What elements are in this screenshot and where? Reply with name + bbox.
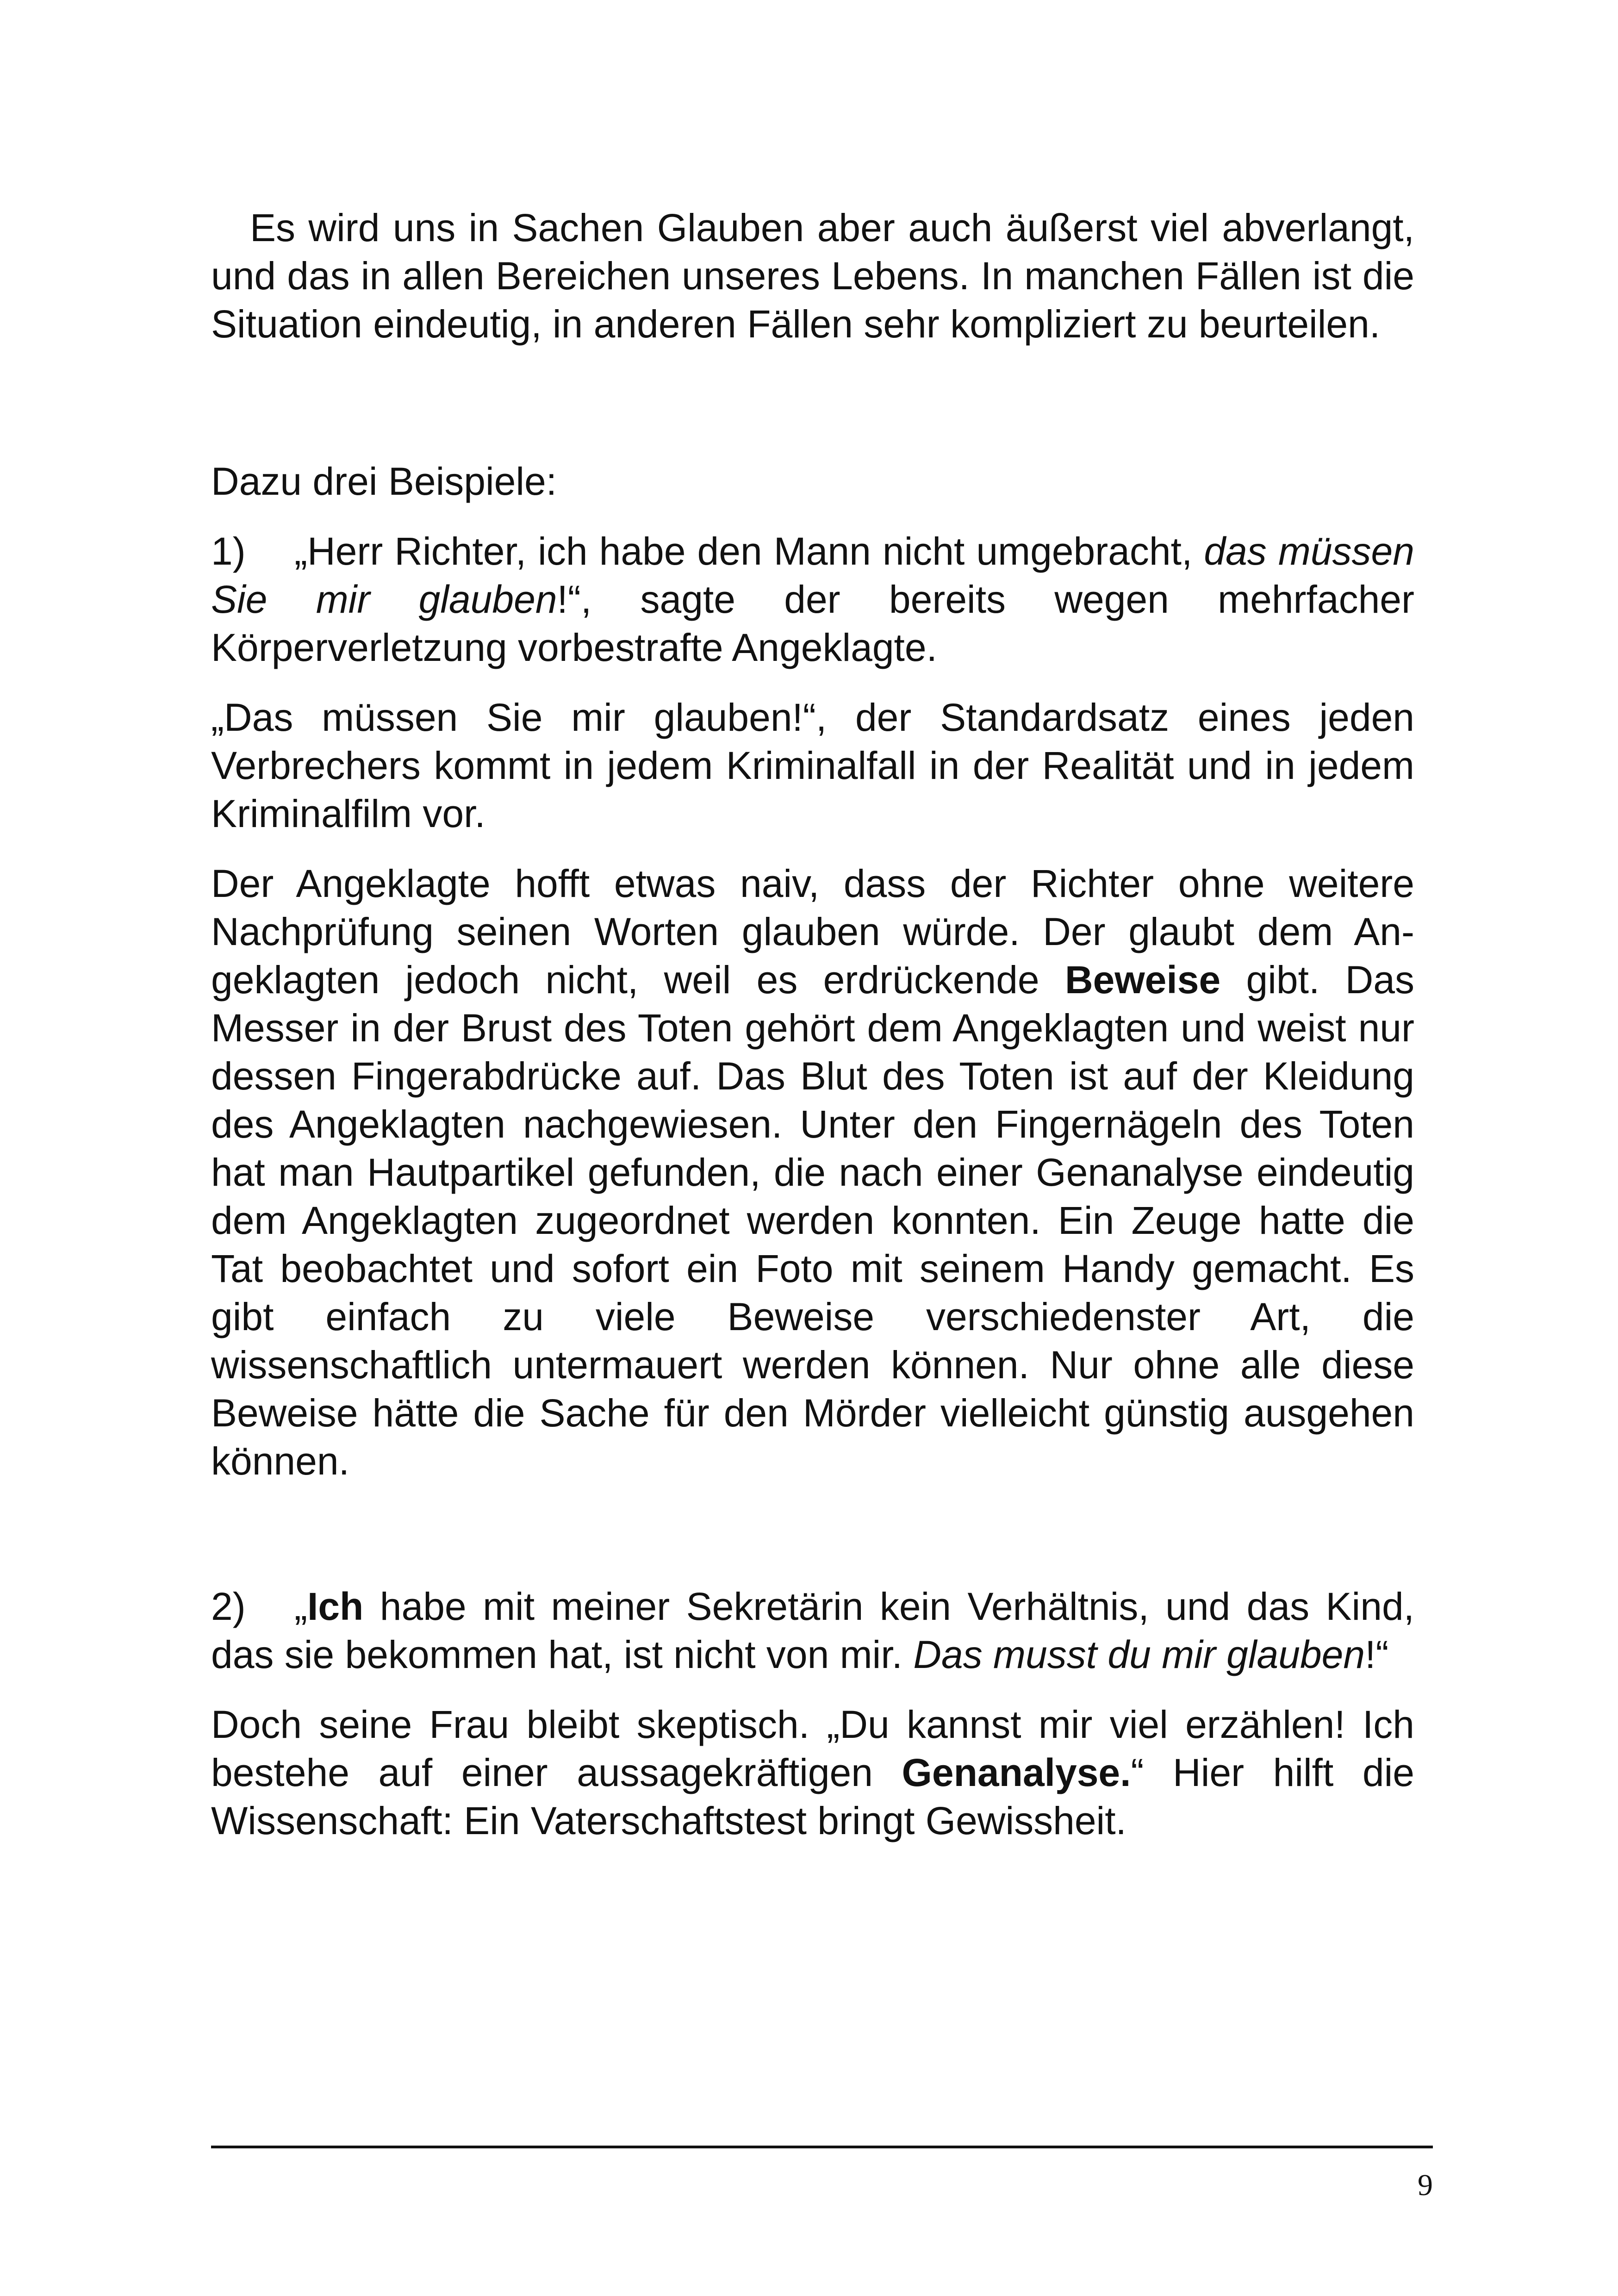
- page-number: 9: [1418, 2168, 1433, 2202]
- example-number-1: 1): [211, 529, 246, 573]
- example-2-text-a: „: [294, 1585, 307, 1628]
- example-number-2: 2): [211, 1585, 246, 1628]
- paternity-text-b: “ Hier hilft die Wissenschaft: Ein Vaterschaftstest bringt Gewissheit.: [211, 1751, 1415, 1842]
- footer-rule: [211, 2146, 1433, 2148]
- page-body: [211, 204, 1414, 1867]
- example-2-text-b: habe mit meiner Sekretärin kein Verhältnis, und das Kind, das sie bekommen hat, ist nicht von mir.: [211, 1585, 1414, 1676]
- paragraph-intro: Es wird uns in Sachen Glauben aber auch äußerst viel abverlangt, und das in allen Bereichen unseres Lebens. In manchen Fällen ist die Situation eindeutig, in anderen Fällen sehr kompliziert zu beurteilen.: [211, 206, 1414, 346]
- paragraph-example-2: [211, 1582, 1414, 1679]
- evidence-text-b: gibt. Das Messer in der Brust des Toten gehört dem Angeklagten und weist nur dessen Fingerabdrücke auf. Das Blut des Toten ist auf der Kleidung des Angeklagten nachgewiesen. Unter den Fingernägeln des Toten hat man Hautpartikel gefunden, die nach einer Genanalyse eindeutig dem Angeklagten zugeordnet werden konnten. Ein Zeuge hatte die Tat beobachtet und sofort ein Foto mit seinem Handy gemacht. Es gibt einfach zu viele Beweise verschiedenster Art, die wissenschaftlich untermauert werden können. Nur ohne alle diese Beweise hätte die Sache für den Mörder vielleicht günstig ausgehen können.: [211, 958, 1414, 1483]
- evidence-text-a: Der Angeklagte hofft etwas naiv, dass der Richter ohne weitere Nachprüfung seinen Worten glauben würde. Der glaubt dem Angeklagten jedoch nicht, weil es erdrückende: [211, 862, 1414, 1002]
- paragraph-evidence: [211, 859, 1414, 1485]
- paternity-text-a: Doch seine Frau bleibt skeptisch. „Du kannst mir viel erzählen! Ich bestehe auf einer aussagekräftigen: [211, 1703, 1414, 1794]
- example-1-text-b: !“, sagte der bereits wegen mehrfacher Körperverletzung vorbestrafte Angeklagte.: [211, 578, 1414, 669]
- paragraph-paternity: [211, 1700, 1414, 1845]
- example-2-emphasis: Das musst du mir glauben: [913, 1633, 1365, 1676]
- paternity-bold-genanalyse: Genanalyse.: [902, 1751, 1131, 1794]
- example-1-text-a: „Herr Richter, ich habe den Mann nicht umgebracht,: [294, 529, 1204, 573]
- example-2-text-c: !“: [1365, 1633, 1389, 1676]
- paragraph-example-1: [211, 527, 1414, 672]
- example-1-emphasis: das müssen Sie mir glauben: [211, 529, 1414, 621]
- paragraph-examples-heading: Dazu drei Beispiele:: [211, 460, 557, 503]
- evidence-bold-beweise: Beweise: [1064, 958, 1221, 1002]
- paragraph-standard-phrase: „Das müssen Sie mir glauben!“, der Standardsatz eines jeden Verbrechers kommt in jedem Kriminalfall in der Realität und in jedem Kriminalfilm vor.: [211, 696, 1414, 835]
- example-2-bold-ich: Ich: [307, 1585, 364, 1628]
